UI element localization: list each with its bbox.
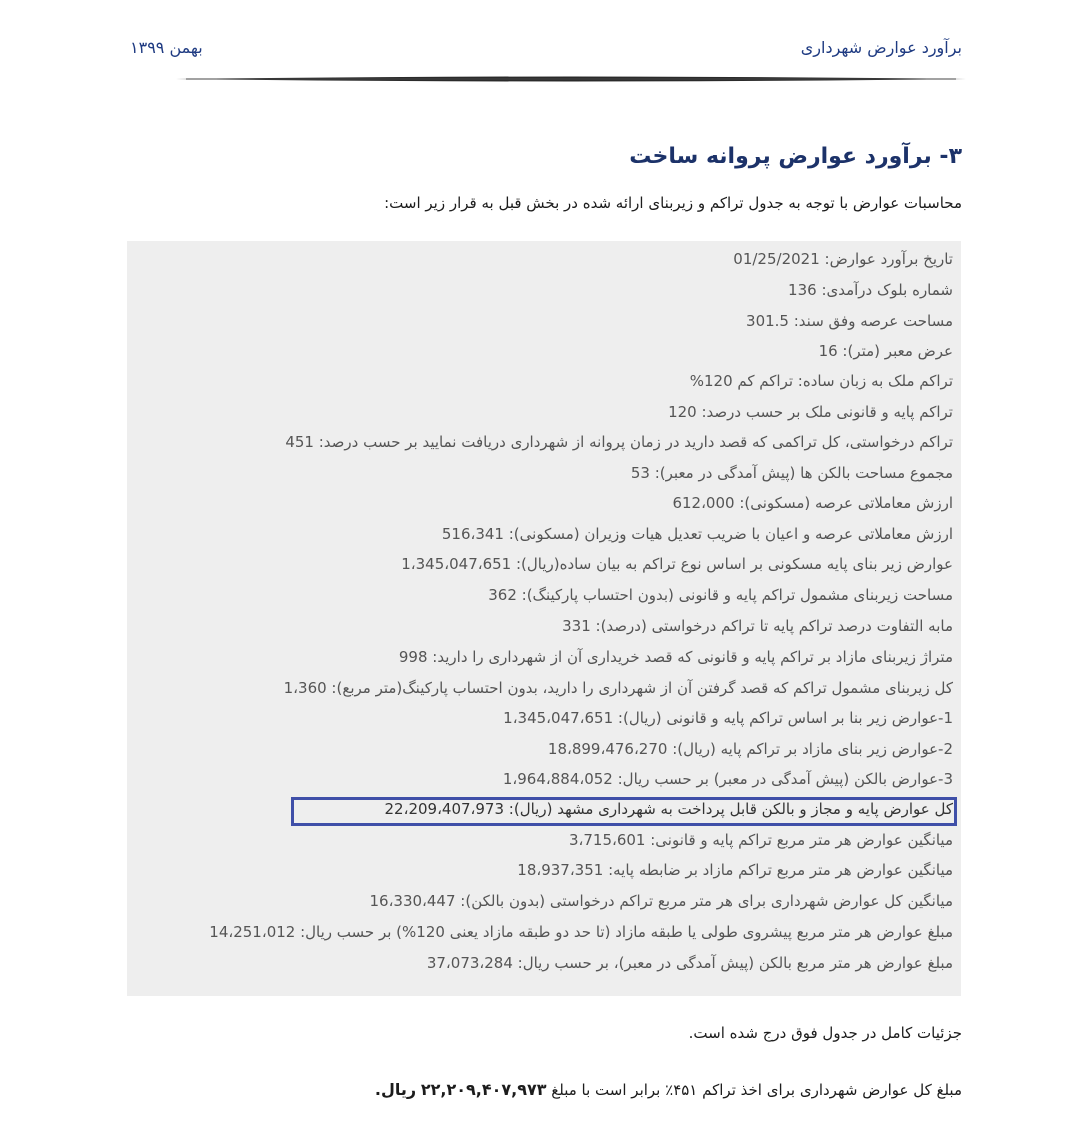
detail-line: مبلغ عوارض هر متر مربع پیشروی طولی یا طبقه مازاد (تا حد دو طبقه مازاد یعنی 120%) بر حسب ریال: 14،251،012 (209, 923, 953, 941)
detail-line: تراکم پایه و قانونی ملک بر حسب درصد: 120 (668, 403, 953, 421)
detail-line: میانگین عوارض هر متر مربع تراکم مازاد بر ضابطه پایه: 18،937،351 (517, 861, 953, 879)
detail-line: مبلغ عوارض هر متر مربع بالکن (پیش آمدگی در معبر)، بر حسب ریال: 37،073،284 (426, 954, 953, 972)
total-highlight-box (291, 797, 957, 826)
detail-line: تراکم ملک به زبان ساده: تراکم کم 120% (689, 372, 953, 390)
section-intro: محاسبات عوارض با توجه به جدول تراکم و زیربنای ارائه شده در بخش قبل به قرار زیر است: (384, 194, 962, 212)
section-title: ۳- برآورد عوارض پروانه ساخت (629, 144, 962, 169)
detail-line: مجموع مساحت بالکن ها (پیش آمدگی در معبر): 53 (630, 464, 953, 482)
detail-line: 2-عوارض زیر بنای مازاد بر تراکم پایه (ریال): 18،899،476،270 (547, 740, 953, 758)
header-title: برآورد عوارض شهرداری (800, 38, 962, 57)
detail-line: مابه التفاوت درصد تراکم پایه تا تراکم درخواستی (درصد): 331 (562, 617, 953, 635)
summary-prefix: مبلغ کل عوارض شهرداری برای اخذ تراکم ۴۵۱٪ برابر است با مبلغ (551, 1081, 962, 1099)
detail-line: مساحت عرصه وفق سند: 301.5 (746, 312, 953, 330)
detail-line: عوارض زیر بنای پایه مسکونی بر اساس نوع تراکم به بیان ساده(ریال): 1،345،047،651 (401, 555, 953, 573)
detail-line: ارزش معاملاتی عرصه (مسکونی): 612،000 (672, 494, 953, 512)
detail-line: میانگین کل عوارض شهرداری برای هر متر مربع تراکم درخواستی (بدون بالکن): 16،330،447 (369, 892, 953, 910)
detail-line: مساحت زیربنای مشمول تراکم پایه و قانونی (بدون احتساب پارکینگ): 362 (488, 586, 953, 604)
detail-line: متراژ زیربنای مازاد بر تراکم پایه و قانونی که قصد خریداری آن از شهرداری را دارید: 998 (398, 648, 953, 666)
summary-amount: ۲۲,۲۰۹,۴۰۷,۹۷۳ (420, 1080, 547, 1099)
detail-line: تراکم درخواستی، کل تراکمی که قصد دارید در زمان پروانه از شهرداری دریافت نمایید بر حسب درصد: 451 (285, 433, 953, 451)
footer-note: جزئیات کامل در جدول فوق درج شده است. (688, 1024, 962, 1042)
detail-line: تاریخ برآورد عوارض: 01/25/2021 (733, 250, 953, 268)
detail-line: شماره بلوک درآمدی: 136 (788, 281, 953, 299)
detail-line-total: کل عوارض پایه و مجاز و بالکن قابل پرداخت به شهرداری مشهد (ریال): 22،209،407،973 (384, 800, 953, 818)
summary-unit: ریال. (374, 1080, 417, 1099)
header-date: بهمن ۱۳۹۹ (130, 38, 203, 57)
footer-summary (375, 1080, 962, 1099)
detail-line: 1-عوارض زیر بنا بر اساس تراکم پایه و قانونی (ریال): 1،345،047،651 (503, 709, 953, 727)
detail-line: 3-عوارض بالکن (پیش آمدگی در معبر) بر حسب ریال: 1،964،884،052 (502, 770, 953, 788)
detail-line: ارزش معاملاتی عرصه و اعیان با ضریب تعدیل هیات وزیران (مسکونی): 516،341 (441, 525, 953, 543)
detail-line: کل زیربنای مشمول تراکم که قصد گرفتن آن از شهرداری را دارید، بدون احتساب پارکینگ(متر مربع): 1،360 (283, 679, 953, 697)
detail-line: میانگین عوارض هر متر مربع تراکم پایه و قانونی: 3،715،601 (568, 831, 953, 849)
detail-line: عرض معبر (متر): 16 (818, 342, 953, 360)
header-divider (176, 74, 966, 84)
